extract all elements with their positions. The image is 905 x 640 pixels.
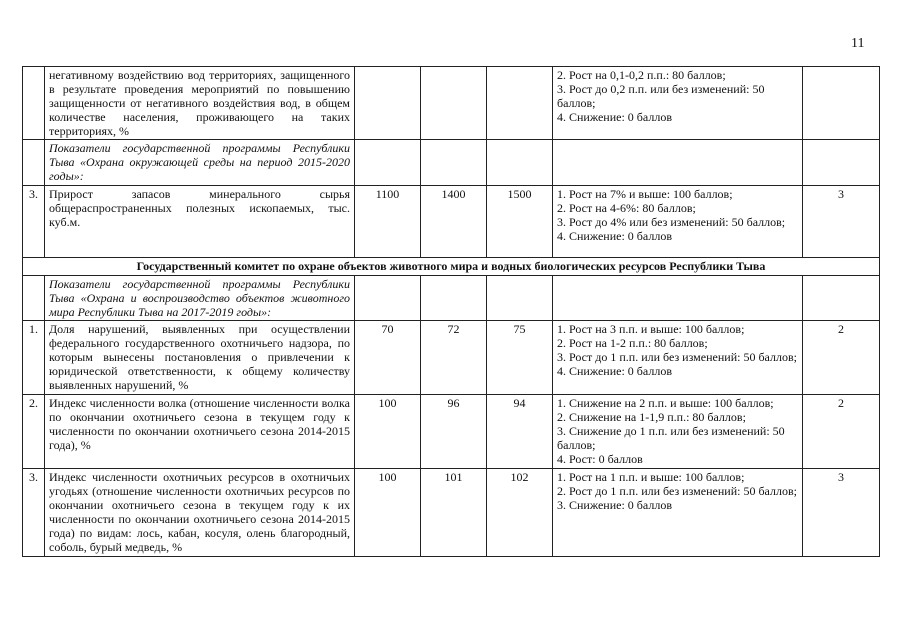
indicator-text: Индекс численности волка (отношение численности волка по окончании охотничьего сезона в текущем году к численности по окончании охотничьего сезона 2014-2015 года), % bbox=[45, 395, 355, 469]
indicator-text: Индекс численности охотничьих ресурсов в охотничьих угодьях (отношение численности охотничьих ресурсов по окончании охотничьего сезона в текущем году к их численности по окончании охотничьего сезона 2014-2015 года) по видам: лось, кабан, косуля, олень благородный, соболь, бурый медведь, % bbox=[45, 469, 355, 557]
criteria-cell bbox=[553, 469, 803, 557]
criteria-line: 2. Рост до 1 п.п. или без изменений: 50 баллов; bbox=[557, 484, 797, 498]
page-number: 11 bbox=[851, 36, 865, 51]
value-year-3: 1500 bbox=[487, 186, 553, 258]
value-year-3: 102 bbox=[487, 469, 553, 557]
program-heading: Показатели государственной программы Республики Тыва «Охрана окружающей среды на период 2015-2020 годы»: bbox=[45, 140, 355, 186]
value-cell bbox=[355, 276, 421, 321]
criteria-cell bbox=[553, 276, 803, 321]
criteria-line: 1. Снижение на 2 п.п. и выше: 100 баллов; bbox=[557, 396, 774, 410]
row-number: 2. bbox=[23, 395, 45, 469]
score-value: 3 bbox=[803, 186, 880, 258]
value-year-3: 94 bbox=[487, 395, 553, 469]
indicator-text: негативному воздействию вод территориях, защищенного в результате проведения мероприятий по повышению защищенности от негативного воздействия вод, в общем количестве населения, проживающего на таких территориях, % bbox=[45, 67, 355, 140]
criteria-line: 4. Снижение: 0 баллов bbox=[557, 364, 672, 378]
value-cell bbox=[355, 140, 421, 186]
criteria-cell bbox=[553, 67, 803, 140]
table-row bbox=[23, 186, 880, 258]
score-value: 2 bbox=[803, 321, 880, 395]
value-year-2 bbox=[421, 67, 487, 140]
score-cell bbox=[803, 276, 880, 321]
score-value bbox=[803, 67, 880, 140]
row-number: 3. bbox=[23, 186, 45, 258]
criteria-line: 4. Снижение: 0 баллов bbox=[557, 110, 672, 124]
value-year-1: 1100 bbox=[355, 186, 421, 258]
table-row bbox=[23, 469, 880, 557]
indicator-text: Доля нарушений, выявленных при осуществлении федерального государственного охотничьего надзора, по которым вынесены постановления о привлечении к юридической ответственности, к общему количеству выявленных нарушений, % bbox=[45, 321, 355, 395]
value-cell bbox=[421, 276, 487, 321]
row-number: 3. bbox=[23, 469, 45, 557]
row-number bbox=[23, 67, 45, 140]
value-year-2: 96 bbox=[421, 395, 487, 469]
criteria-line: 1. Рост на 1 п.п. и выше: 100 баллов; bbox=[557, 470, 745, 484]
value-year-2: 72 bbox=[421, 321, 487, 395]
score-value: 3 bbox=[803, 469, 880, 557]
criteria-line: 3. Рост до 1 п.п. или без изменений: 50 баллов; bbox=[557, 350, 797, 364]
criteria-line: 3. Снижение: 0 баллов bbox=[557, 498, 672, 512]
criteria-cell bbox=[553, 186, 803, 258]
row-number-cell bbox=[23, 140, 45, 186]
value-year-1: 70 bbox=[355, 321, 421, 395]
score-cell bbox=[803, 140, 880, 186]
value-year-1 bbox=[355, 67, 421, 140]
table-row bbox=[23, 395, 880, 469]
criteria-line: 3. Рост до 4% или без изменений: 50 баллов; bbox=[557, 215, 786, 229]
value-cell bbox=[487, 140, 553, 186]
program-header-row bbox=[23, 276, 880, 321]
criteria-line: 3. Рост до 0,2 п.п. или без изменений: 50 баллов; bbox=[557, 82, 765, 110]
criteria-line: 2. Снижение на 1-1,9 п.п.: 80 баллов; bbox=[557, 410, 746, 424]
program-header-row bbox=[23, 140, 880, 186]
row-number: 1. bbox=[23, 321, 45, 395]
row-number-cell bbox=[23, 276, 45, 321]
criteria-line: 2. Рост на 4-6%: 80 баллов; bbox=[557, 201, 696, 215]
criteria-line: 2. Рост на 1-2 п.п.: 80 баллов; bbox=[557, 336, 708, 350]
value-year-3 bbox=[487, 67, 553, 140]
criteria-line: 3. Снижение до 1 п.п. или без изменений: 50 баллов; bbox=[557, 424, 785, 452]
value-year-3: 75 bbox=[487, 321, 553, 395]
table-row bbox=[23, 67, 880, 140]
indicators-table bbox=[22, 66, 880, 557]
criteria-line: 4. Рост: 0 баллов bbox=[557, 452, 643, 466]
criteria-line: 4. Снижение: 0 баллов bbox=[557, 229, 672, 243]
value-year-1: 100 bbox=[355, 469, 421, 557]
score-value: 2 bbox=[803, 395, 880, 469]
criteria-line: 1. Рост на 3 п.п. и выше: 100 баллов; bbox=[557, 322, 745, 336]
value-year-2: 101 bbox=[421, 469, 487, 557]
criteria-line: 1. Рост на 7% и выше: 100 баллов; bbox=[557, 187, 733, 201]
indicator-text: Прирост запасов минерального сырья общераспространенных полезных ископаемых, тыс. куб.м. bbox=[45, 186, 355, 258]
value-year-2: 1400 bbox=[421, 186, 487, 258]
section-row bbox=[23, 258, 880, 276]
criteria-cell bbox=[553, 140, 803, 186]
value-year-1: 100 bbox=[355, 395, 421, 469]
criteria-line: 2. Рост на 0,1-0,2 п.п.: 80 баллов; bbox=[557, 68, 726, 82]
program-heading: Показатели государственной программы Республики Тыва «Охрана и воспроизводство объектов животного мира Республики Тыва на 2017-2019 годы»: bbox=[45, 276, 355, 321]
section-heading: Государственный комитет по охране объектов животного мира и водных биологических ресурсов Республики Тыва bbox=[23, 258, 880, 276]
value-cell bbox=[421, 140, 487, 186]
criteria-cell bbox=[553, 321, 803, 395]
value-cell bbox=[487, 276, 553, 321]
table-row bbox=[23, 321, 880, 395]
criteria-cell bbox=[553, 395, 803, 469]
